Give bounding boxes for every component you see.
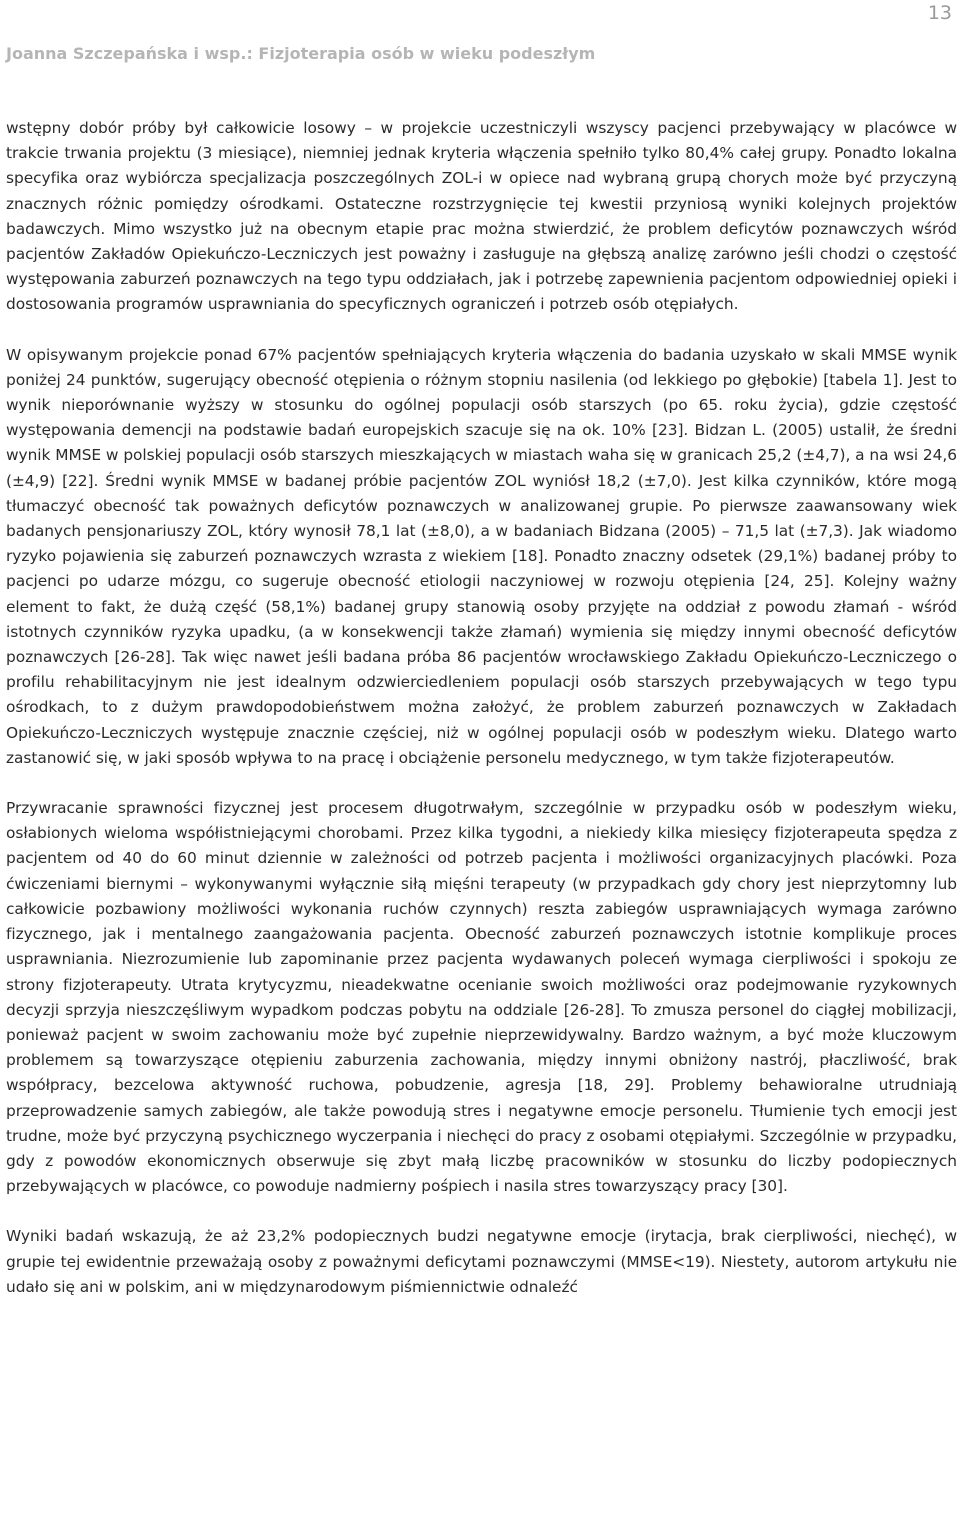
- article-body: [6, 116, 957, 1325]
- page-header: [0, 0, 960, 80]
- paragraph: Wyniki badań wskazują, że aż 23,2% podopiecznych budzi negatywne emocje (irytacja, brak cierpliwości, niechęć), w grupie tej ewidentnie przeważają osoby z poważnymi deficytami poznawczymi (MMSE<19). Niestety, autorom artykułu nie udało się ani w polskim, ani w międzynarodowym piśmiennictwie odnaleźć: [6, 1227, 957, 1296]
- page-number: 13: [927, 2, 952, 24]
- paragraph: Przywracanie sprawności fizycznej jest procesem długotrwałym, szczególnie w przypadku osób w podeszłym wieku, osłabionych wieloma współistniejącymi chorobami. Przez kilka tygodni, a niekiedy kilka miesięcy fizjoterapeuta spędza z pacjentem od 40 do 60 minut dziennie w zależności od potrzeb pacjenta i możliwości organizacyjnych placówki. Poza ćwiczeniami biernymi – wykonywanymi wyłącznie siłą mięśni terapeuty (w przypadkach gdy chory jest nieprzytomny lub całkowicie pozbawiony możliwości wykonania ruchów czynnych) reszta zabiegów usprawniających wymaga zarówno fizycznego, jak i mentalnego zaangażowania pacjenta. Obecność zaburzeń poznawczych istotnie komplikuje proces usprawniania. Niezrozumienie lub zapominanie przez pacjenta wydawanych poleceń wymaga cierpliwości i spokoju ze strony fizjoterapeuty. Utrata krytycyzmu, nieadekwatne ocenianie swoich możliwości oraz podejmowanie ryzykownych decyzji sprzyja nieszczęśliwym wypadkom podczas pobytu na oddziale [26-28]. To zmusza personel do ciągłej mobilizacji, ponieważ pacjent w swoim zachowaniu może być zupełnie nieprzewidywalny. Bardzo ważnym, a być może kluczowym problemem są towarzyszące otępieniu zaburzenia zachowania, między innymi obniżony nastrój, płaczliwość, brak współpracy, bezcelowa aktywność ruchowa, pobudzenie, agresja [18, 29]. Problemy behawioralne utrudniają przeprowadzenie samych zabiegów, ale także powodują stres i negatywne emocje personelu. Tłumienie tych emocji jest trudne, może być przyczyną psychicznego wyczerpania i niechęci do pracy z osobami otępiałymi. Szczególnie w przypadku, gdy z powodów ekonomicznych obserwuje się zbyt małą liczbę pracowników w stosunku do liczby podopiecznych przebywających w placówce, co powoduje nadmierny pośpiech i nasila stres towarzyszący pracy [30].: [6, 799, 957, 1196]
- paragraph: W opisywanym projekcie ponad 67% pacjentów spełniających kryteria włączenia do badania uzyskało w skali MMSE wynik poniżej 24 punktów, sugerujący obecność otępienia o różnym stopniu nasilenia (od lekkiego po głębokie) [tabela 1]. Jest to wynik nieporównanie wyższy w stosunku do ogólnej populacji osób starszych (po 65. roku życia), gdzie częstość występowania demencji na podstawie badań europejskich szacuje się na ok. 10% [23]. Bidzan L. (2005) ustalił, że średni wynik MMSE w polskiej populacji osób starszych mieszkających w miastach waha się w granicach 25,2 (±4,7), a na wsi 24,6 (±4,9) [22]. Średni wynik MMSE w badanej próbie pacjentów ZOL wyniósł 18,2 (±7,0). Jest kilka czynników, które mogą tłumaczyć obecność tak poważnych deficytów poznawczych w analizowanej grupie. Po pierwsze zaawansowany wiek badanych pensjonariuszy ZOL, który wynosił 78,1 lat (±8,0), a w badaniach Bidzana (2005) – 71,5 lat (±7,3). Jak wiadomo ryzyko pojawienia się zaburzeń poznawczych wzrasta z wiekiem [18]. Ponadto znaczny odsetek (29,1%) badanej próby to pacjenci po udarze mózgu, co sugeruje obecność etiologii naczyniowej w rozwoju otępienia [24, 25]. Kolejny ważny element to fakt, że dużą część (58,1%) badanej grupy stanowią osoby przyjęte na oddział z powodu złamań - wśród istotnych czynników ryzyka upadku, (a w konsekwencji także złamań) wymienia się między innymi obecność deficytów poznawczych [26-28]. Tak więc nawet jeśli badana próba 86 pacjentów wrocławskiego Zakładu Opiekuńczo-Leczniczego o profilu rehabilitacyjnym nie jest idealnym odzwierciedleniem populacji osób starszych przebywających w tego typu ośrodkach, to z dużym prawdopodobieństwem można założyć, że problem zaburzeń poznawczych w Zakładach Opiekuńczo-Leczniczych występuje znacznie częściej, niż w ogólnej populacji osób w podeszłym wieku. Dlatego warto zastanowić się, w jaki sposób wpływa to na pracę i obciążenie personelu medycznego, w tym także fizjoterapeutów.: [6, 345, 957, 767]
- paragraph: wstępny dobór próby był całkowicie losowy – w projekcie uczestniczyli wszyscy pacjenci przebywający w placówce w trakcie trwania projektu (3 miesiące), niemniej jednak kryteria włączenia spełniło tylko 80,4% całej grupy. Ponadto lokalna specyfika oraz wybiórcza specjalizacja poszczególnych ZOL-i w opiece nad wybraną grupą chorych może być przyczyną znacznych różnic pomiędzy ośrodkami. Ostateczne rozstrzygnięcie tej kwestii przyniosą wyniki kolejnych projektów badawczych. Mimo wszystko już na obecnym etapie prac można stwierdzić, że problem deficytów poznawczych wśród pacjentów Zakładów Opiekuńczo-Leczniczych jest poważny i zasługuje na głębszą analizę zarówno jeśli chodzi o częstość występowania zaburzeń poznawczych na tego typu oddziałach, jak i potrzebę zapewnienia pacjentom odpowiedniej opieki i dostosowania programów usprawniania do specyficznych ograniczeń i potrzeb osób otępiałych.: [6, 119, 957, 314]
- running-head: Joanna Szczepańska i wsp.: Fizjoterapia osób w wieku podeszłym: [6, 44, 596, 63]
